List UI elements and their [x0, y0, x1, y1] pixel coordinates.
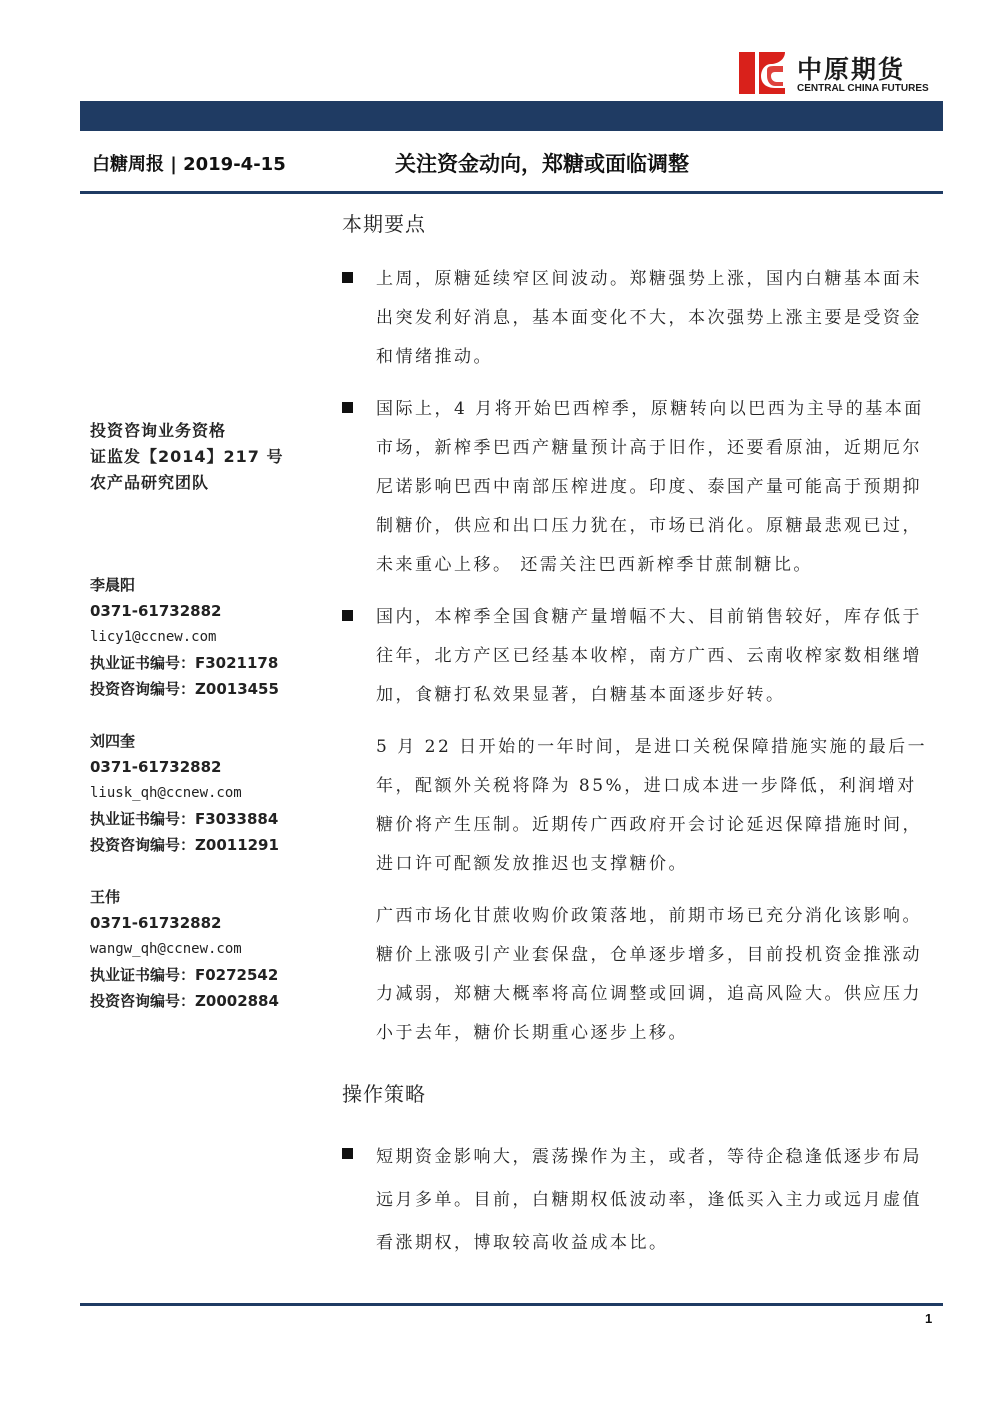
report-title: 关注资金动向，郑糖或面临调整 [395, 152, 689, 176]
bullet-item [342, 1136, 936, 1265]
analyst-name: 李晨阳 [90, 576, 136, 594]
header-bar [80, 101, 943, 131]
logo-chinese-text: 中原期货 [797, 55, 906, 84]
analyst-card [90, 884, 279, 1014]
bullet-square-icon [342, 402, 353, 413]
company-logo [737, 50, 937, 98]
bullet-square-icon [342, 610, 353, 621]
bullet-text: 国际上，4 月将开始巴西榨季，原糖转向以巴西为主导的基本面市场，新榨季巴西产糖量预计高于旧作，还要看原油，近期厄尔尼诺影响巴西中南部压榨进度。印度、泰国产量可能高于预期抑制糖价，供应和出口压力犹在，市场已消化。原糖最悲观已过，未来重心上移。 还需关注巴西新榨季甘蔗制糖比。 [376, 399, 924, 575]
analyst-card [90, 728, 279, 858]
analyst-phone: 0371-61732882 [90, 758, 222, 776]
analyst-name: 王伟 [90, 888, 121, 906]
bullet-item [342, 260, 936, 377]
strategy-text: 短期资金影响大，震荡操作为主，或者，等待企稳逢低逐步布局远月多单。目前，白糖期权低波动率，逢低买入主力或远月虚值看涨期权，博取较高收益成本比。 [376, 1147, 922, 1253]
bullet-item [342, 598, 936, 715]
analyst-license: 执业证书编号：F3021178 [90, 654, 279, 672]
page-number: 1 [925, 1311, 933, 1326]
analyst-phone: 0371-61732882 [90, 914, 222, 932]
document-header [80, 146, 943, 192]
analyst-email[interactable]: licy1@ccnew.com [90, 629, 217, 645]
analyst-advisory: 投资咨询编号：Z0013455 [90, 680, 279, 698]
bullet-square-icon [342, 272, 353, 283]
license-line: 证监发【2014】217 号 [90, 447, 284, 466]
analyst-card [90, 572, 279, 702]
footer-rule [80, 1303, 943, 1306]
qualification-line: 投资咨询业务资格 [90, 421, 227, 440]
bullet-item [342, 390, 936, 585]
analyst-phone: 0371-61732882 [90, 602, 222, 620]
body-paragraph: 广西市场化甘蔗收购价政策落地，前期市场已充分消化该影响。糖价上涨吸引产业套保盘，仓单逐步增多，目前投机资金推涨动力减弱，郑糖大概率将高位调整或回调，追高风险大。供应压力小于去年，糖价长期重心逐步上移。 [376, 906, 922, 1043]
analyst-advisory: 投资咨询编号：Z0002884 [90, 992, 279, 1010]
analyst-name: 刘四奎 [90, 732, 136, 750]
strategy-heading: 操作策略 [342, 1082, 426, 1106]
bullet-text: 上周，原糖延续窄区间波动。郑糖强势上涨，国内白糖基本面未出突发利好消息，基本面变化不大，本次强势上涨主要是受资金和情绪推动。 [376, 269, 922, 367]
key-points-heading: 本期要点 [342, 212, 426, 236]
header-rule [80, 191, 943, 194]
analyst-license: 执业证书编号：F0272542 [90, 966, 279, 984]
analyst-email[interactable]: liusk_qh@ccnew.com [90, 785, 242, 801]
logo-mark-icon [737, 50, 787, 96]
body-paragraph: 5 月 22 日开始的一年时间，是进口关税保障措施实施的最后一年，配额外关税将降为 85%，进口成本进一步降低，利润增对糖价将产生压制。近期传广西政府开会讨论延迟保障措施时间，进口许可配额发放推迟也支撑糖价。 [376, 737, 928, 874]
report-tag: 白糖周报 | 2019-4-15 [92, 154, 286, 175]
analyst-email[interactable]: wangw_qh@ccnew.com [90, 941, 242, 957]
logo-english-text: CENTRAL CHINA FUTURES [797, 83, 929, 94]
analyst-license: 执业证书编号：F3033884 [90, 810, 279, 828]
team-line: 农产品研究团队 [90, 473, 210, 492]
qualification-block [90, 418, 320, 496]
analyst-advisory: 投资咨询编号：Z0011291 [90, 836, 279, 854]
bullet-square-icon [342, 1148, 353, 1159]
bullet-text: 国内，本榨季全国食糖产量增幅不大、目前销售较好，库存低于往年，北方产区已经基本收榨，南方广西、云南收榨家数相继增加，食糖打私效果显著，白糖基本面逐步好转。 [376, 607, 922, 705]
